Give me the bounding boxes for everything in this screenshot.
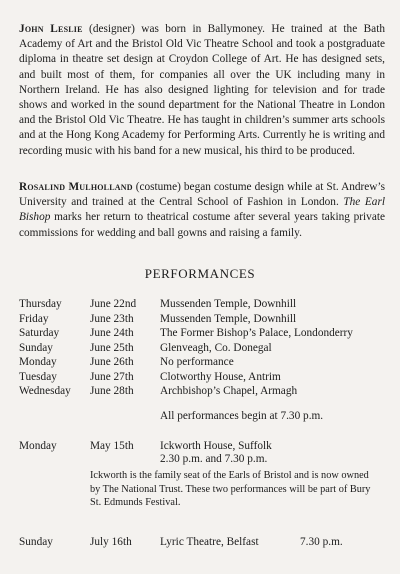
schedule-date: June 24th xyxy=(90,327,134,339)
schedule-venue: The Former Bishop’s Palace, Londonderry xyxy=(160,327,353,339)
bio-name: Rosalind Mulholland xyxy=(19,181,133,193)
production-title: The Earl Bishop xyxy=(19,196,385,224)
special-times: 2.30 p.m. and 7.30 p.m. xyxy=(160,453,268,465)
schedule-venue: No performance xyxy=(160,356,234,368)
special-day: Monday xyxy=(19,440,57,452)
schedule-row xyxy=(0,312,400,326)
schedule-row xyxy=(0,384,400,398)
special-date: May 15th xyxy=(90,440,134,452)
bio-text: (designer) was born in Ballymoney. He trained at the Bath Academy of Art and the Bristol Old Vic Theatre School and took a postgraduate diploma in theatre set design at Croydon College of Art. He has designed sets, and built most of them, for companies all over the UK including many in Northern Ireland. He has also designed lighting for television and for trade shows and worked in the sound department for the National Theatre in London and the Bristol Old Vic Theatre. He has taught in children’s summer arts schools and at the Hong Kong Academy for Performing Arts. Currently he is writing and recording music with his band for a new musical, his third to be produced. xyxy=(19,23,385,157)
final-venue: Lyric Theatre, Belfast xyxy=(160,536,259,548)
bio-text-after: marks her return to theatrical costume after several years taking private commissions for wedding and ball gowns and raising a family. xyxy=(19,211,385,239)
schedule-venue: Archbishop’s Chapel, Armagh xyxy=(160,385,298,397)
schedule-day: Friday xyxy=(19,312,49,325)
schedule-day: Sunday xyxy=(19,341,53,354)
final-day: Sunday xyxy=(19,536,53,548)
schedule-venue: Glenveagh, Co. Donegal xyxy=(160,341,272,354)
schedule-day: Tuesday xyxy=(19,370,57,383)
performances-heading: PERFORMANCES xyxy=(144,266,256,281)
bio-rosalind-mulholland xyxy=(19,180,385,241)
final-time: 7.30 p.m. xyxy=(300,536,343,548)
schedule-date: June 25th xyxy=(90,341,134,354)
final-date: July 16th xyxy=(90,536,132,548)
schedule-venue: Clotworthy House, Antrim xyxy=(160,370,281,383)
special-performance-row xyxy=(0,439,400,453)
schedule-date: June 23th xyxy=(90,312,134,325)
bio-name: John Leslie xyxy=(19,23,83,35)
bio-text-before: (costume) began costume design while at St. Andrew’s University and trained at the Central School of Fashion in London. xyxy=(19,181,385,209)
schedule-row xyxy=(0,370,400,384)
schedule-row xyxy=(0,355,400,369)
bio-john-leslie xyxy=(19,22,385,159)
schedule-row xyxy=(0,297,400,311)
final-performance-row xyxy=(0,535,400,549)
schedule-venue: Mussenden Temple, Downhill xyxy=(160,312,297,325)
all-performances-note: All performances begin at 7.30 p.m. xyxy=(160,410,324,422)
ickworth-note: Ickworth is the family seat of the Earls of Bristol and is now owned by The National Trust. These two performances will be part of Bury St. Edmunds Festival. xyxy=(90,470,371,509)
schedule-day: Thursday xyxy=(19,298,62,310)
schedule-day: Wednesday xyxy=(19,385,71,397)
schedule-date: June 26th xyxy=(90,356,134,368)
schedule-row xyxy=(0,341,400,355)
schedule-row xyxy=(0,326,400,340)
special-venue: Ickworth House, Suffolk xyxy=(160,440,272,452)
schedule-date: June 22nd xyxy=(90,298,137,310)
schedule-day: Saturday xyxy=(19,327,60,339)
schedule-day: Monday xyxy=(19,356,57,368)
schedule-venue: Mussenden Temple, Downhill xyxy=(160,298,297,310)
schedule-date: June 27th xyxy=(90,370,134,383)
schedule-date: June 28th xyxy=(90,385,134,397)
